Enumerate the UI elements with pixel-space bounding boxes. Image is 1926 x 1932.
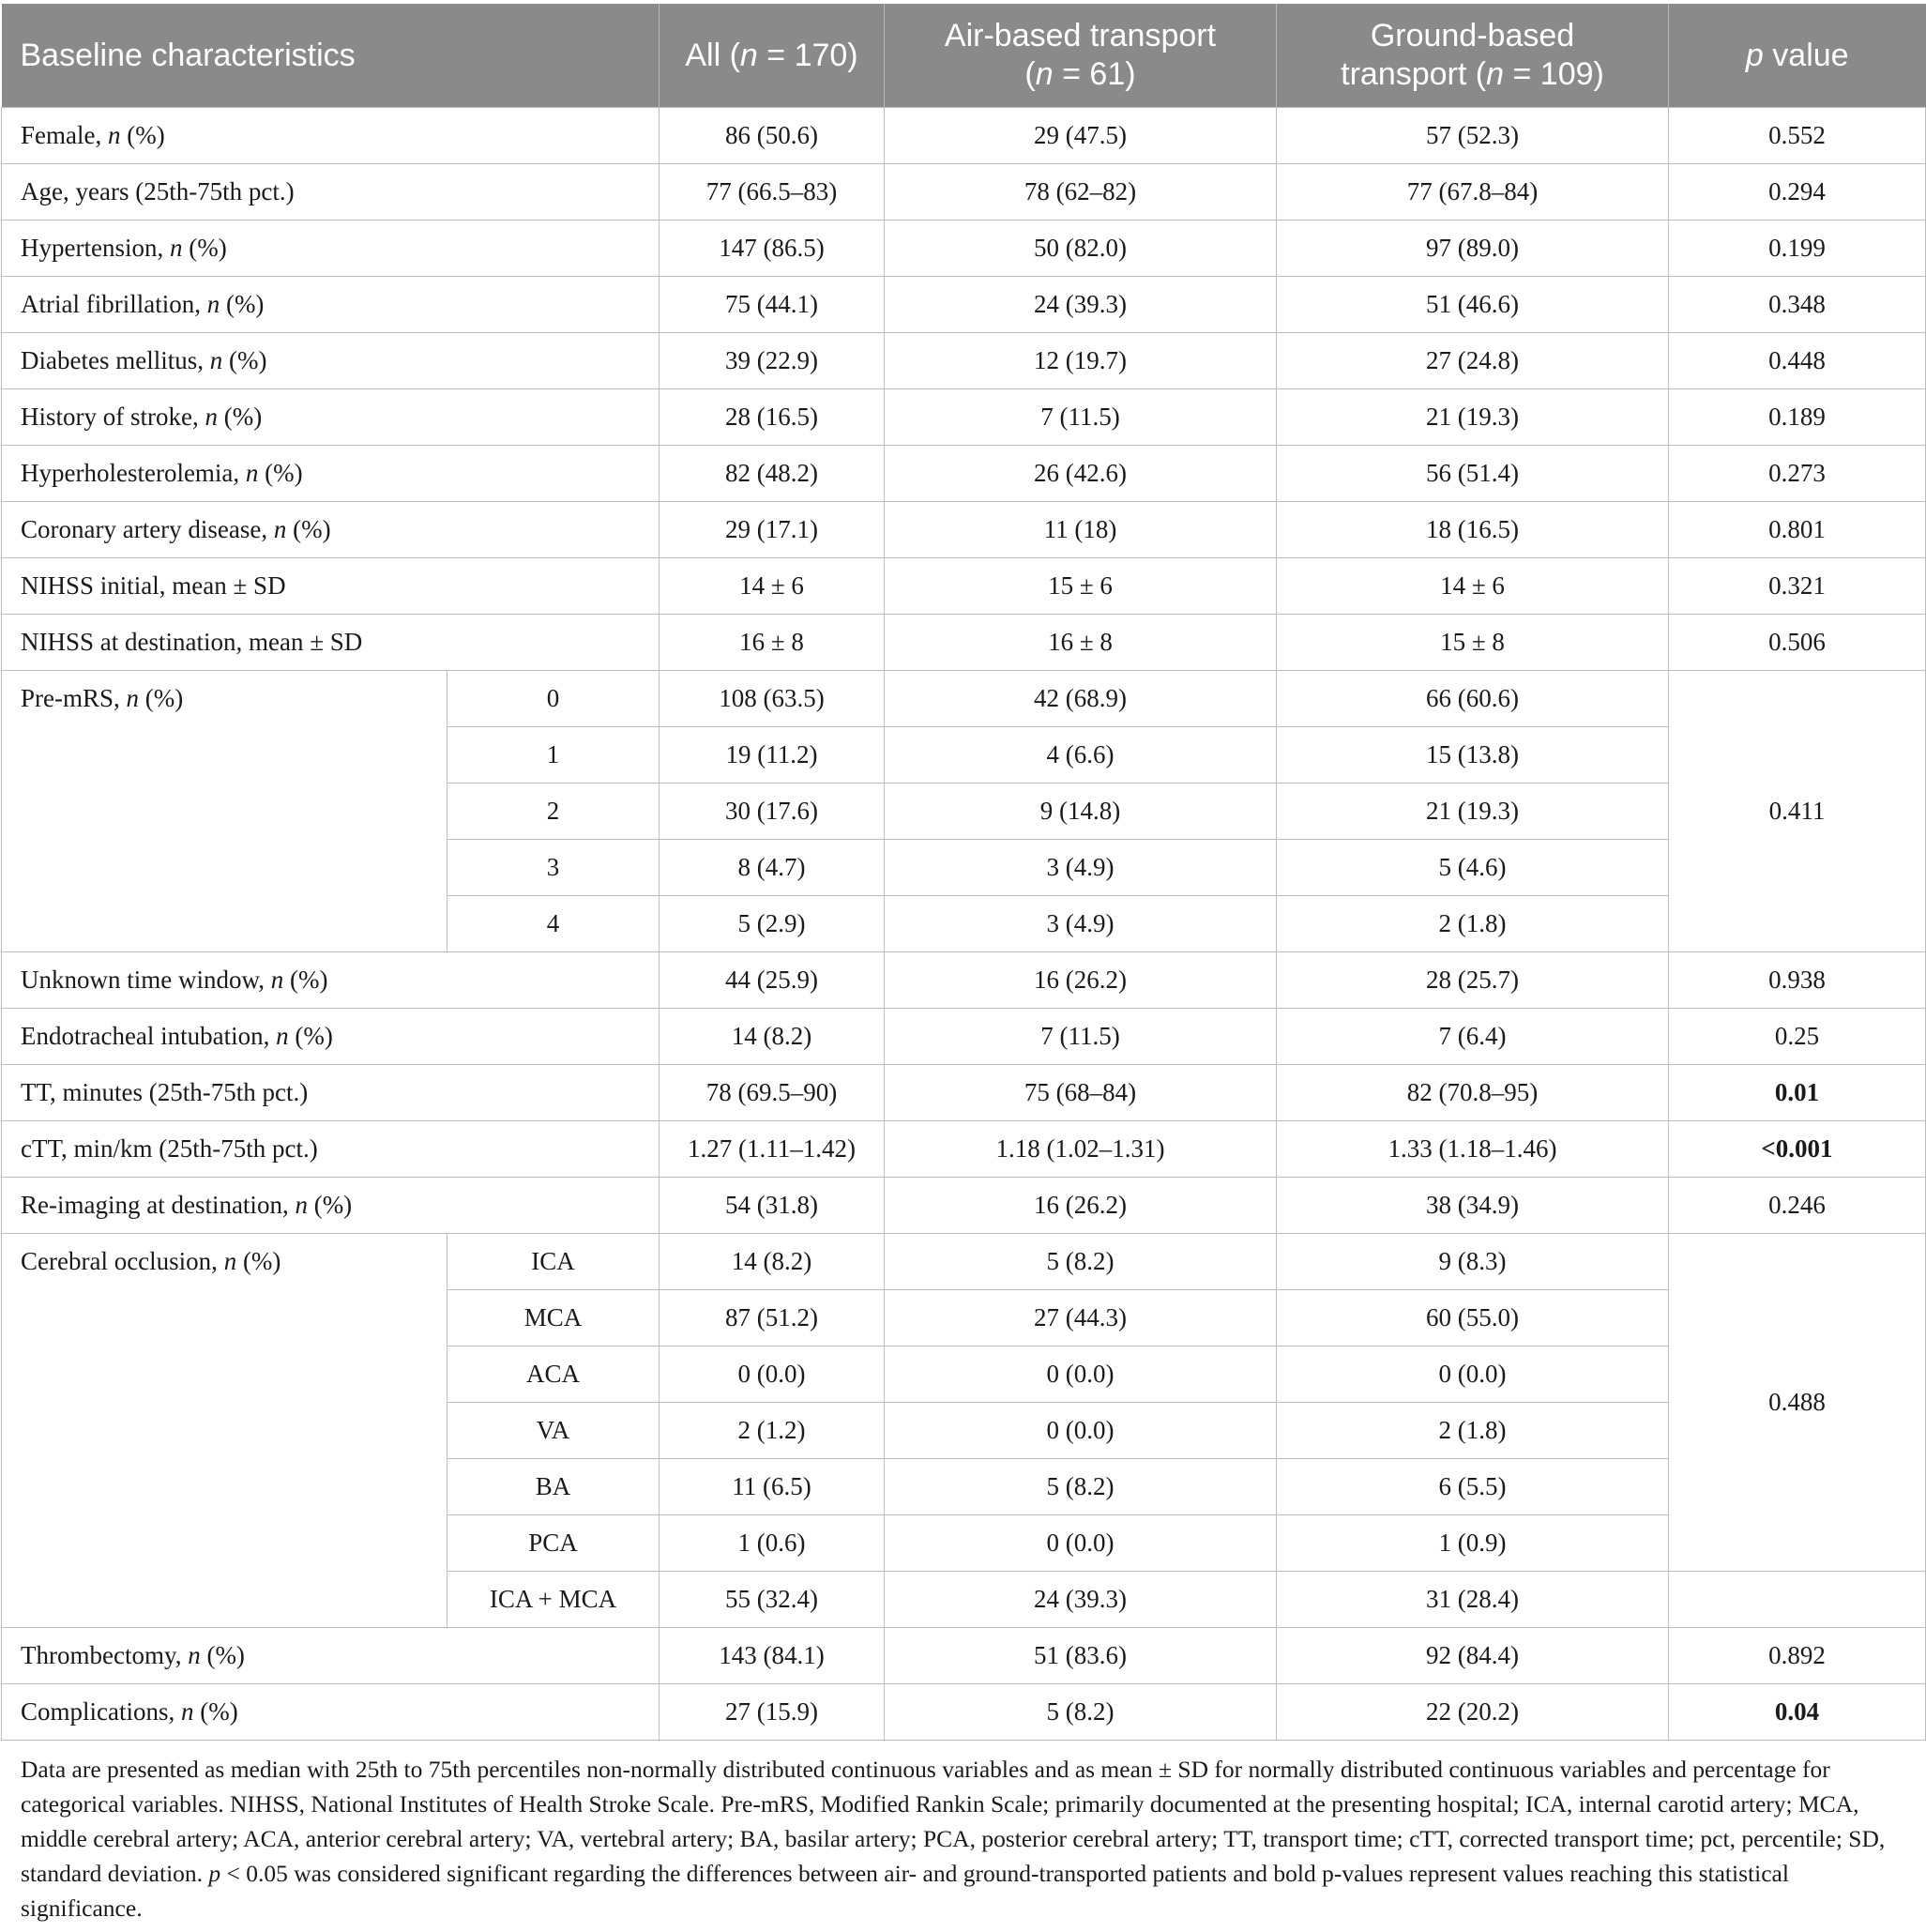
table-row xyxy=(2,108,1926,164)
header-air: Air-based transport (n = 61) xyxy=(885,4,1277,108)
cell-air: 15 ± 6 xyxy=(885,558,1277,615)
cell-all: 82 (48.2) xyxy=(660,446,885,502)
cell-ground: 1 (0.9) xyxy=(1277,1515,1669,1572)
row-label: Thrombectomy, n (%) xyxy=(2,1628,660,1684)
table-footnote: Data are presented as median with 25th to 75th percentiles non-normally distributed continuous variables and as mean ± SD for normally distributed continuous variables and percentage for categorical variables. NIHSS, National Institutes of Health Stroke Scale. Pre-mRS, Modified Rankin Scale; primarily documented at the presenting hospital; ICA, internal carotid artery; MCA, middle cerebral artery; ACA, anterior cerebral artery; VA, vertebral artery; BA, basilar artery; PCA, posterior cerebral artery; TT, transport time; cTT, corrected transport time; pct, percentile; SD, standard deviation. p < 0.05 was considered significant regarding the differences between air- and ground-transported patients and bold p-values represent values reaching this statistical significance. xyxy=(21,1756,1886,1922)
cell-ground: 31 (28.4) xyxy=(1277,1572,1669,1628)
cell-ground: 21 (19.3) xyxy=(1277,389,1669,446)
cell-ground: 77 (67.8–84) xyxy=(1277,164,1669,221)
cell-all: 1 (0.6) xyxy=(660,1515,885,1572)
cell-all: 39 (22.9) xyxy=(660,333,885,389)
cell-ground: 28 (25.7) xyxy=(1277,952,1669,1009)
cell-ground: 66 (60.6) xyxy=(1277,671,1669,727)
cell-all: 1.27 (1.11–1.42) xyxy=(660,1121,885,1178)
cell-air: 16 (26.2) xyxy=(885,1178,1277,1234)
row-label: NIHSS initial, mean ± SD xyxy=(2,558,660,615)
cell-ground: 5 (4.6) xyxy=(1277,840,1669,896)
row-label: cTT, min/km (25th-75th pct.) xyxy=(2,1121,660,1178)
table-header-row xyxy=(2,4,1926,108)
cell-p-value: 0.348 xyxy=(1669,277,1926,333)
cell-ground: 27 (24.8) xyxy=(1277,333,1669,389)
cell-all: 108 (63.5) xyxy=(660,671,885,727)
cell-all: 147 (86.5) xyxy=(660,221,885,277)
cell-all: 16 ± 8 xyxy=(660,615,885,671)
cell-ground: 22 (20.2) xyxy=(1277,1684,1669,1741)
cell-p-value: 0.01 xyxy=(1669,1065,1926,1121)
cell-air: 27 (44.3) xyxy=(885,1290,1277,1346)
cell-p-value: 0.199 xyxy=(1669,221,1926,277)
table-row xyxy=(2,1178,1926,1234)
cell-all: 29 (17.1) xyxy=(660,502,885,558)
cell-air: 3 (4.9) xyxy=(885,896,1277,952)
row-label: Hypertension, n (%) xyxy=(2,221,660,277)
row-label: NIHSS at destination, mean ± SD xyxy=(2,615,660,671)
table-row xyxy=(2,1628,1926,1684)
table-row xyxy=(2,164,1926,221)
row-label: Hyperholesterolemia, n (%) xyxy=(2,446,660,502)
cell-ground: 97 (89.0) xyxy=(1277,221,1669,277)
cell-ground: 18 (16.5) xyxy=(1277,502,1669,558)
cell-p-value: 0.488 xyxy=(1669,1234,1926,1572)
cell-all: 87 (51.2) xyxy=(660,1290,885,1346)
cell-ground: 14 ± 6 xyxy=(1277,558,1669,615)
cell-all: 11 (6.5) xyxy=(660,1459,885,1515)
cell-all: 54 (31.8) xyxy=(660,1178,885,1234)
cell-ground: 38 (34.9) xyxy=(1277,1178,1669,1234)
cell-all: 77 (66.5–83) xyxy=(660,164,885,221)
cell-air: 3 (4.9) xyxy=(885,840,1277,896)
cell-all: 14 (8.2) xyxy=(660,1009,885,1065)
cell-air: 42 (68.9) xyxy=(885,671,1277,727)
cell-ground: 9 (8.3) xyxy=(1277,1234,1669,1290)
row-label: Coronary artery disease, n (%) xyxy=(2,502,660,558)
cell-p-value: 0.25 xyxy=(1669,1009,1926,1065)
cell-air: 5 (8.2) xyxy=(885,1234,1277,1290)
cell-all: 27 (15.9) xyxy=(660,1684,885,1741)
sub-category: MCA xyxy=(447,1290,660,1346)
row-label: Age, years (25th-75th pct.) xyxy=(2,164,660,221)
cell-air: 11 (18) xyxy=(885,502,1277,558)
cell-all: 14 (8.2) xyxy=(660,1234,885,1290)
cell-air: 26 (42.6) xyxy=(885,446,1277,502)
cell-air: 0 (0.0) xyxy=(885,1403,1277,1459)
cell-air: 0 (0.0) xyxy=(885,1346,1277,1403)
cell-all: 55 (32.4) xyxy=(660,1572,885,1628)
sub-category: BA xyxy=(447,1459,660,1515)
cell-air: 1.18 (1.02–1.31) xyxy=(885,1121,1277,1178)
table-row xyxy=(2,1065,1926,1121)
cell-air: 7 (11.5) xyxy=(885,1009,1277,1065)
cell-air: 29 (47.5) xyxy=(885,108,1277,164)
cell-air: 4 (6.6) xyxy=(885,727,1277,783)
cell-all: 5 (2.9) xyxy=(660,896,885,952)
cell-p-value: 0.321 xyxy=(1669,558,1926,615)
cell-ground: 7 (6.4) xyxy=(1277,1009,1669,1065)
cell-air: 0 (0.0) xyxy=(885,1515,1277,1572)
cell-air: 12 (19.7) xyxy=(885,333,1277,389)
cell-ground: 6 (5.5) xyxy=(1277,1459,1669,1515)
table-row xyxy=(2,671,1926,727)
sub-category: 3 xyxy=(447,840,660,896)
row-label: TT, minutes (25th-75th pct.) xyxy=(2,1065,660,1121)
cell-ground: 2 (1.8) xyxy=(1277,1403,1669,1459)
sub-category: ICA xyxy=(447,1234,660,1290)
table-row xyxy=(2,333,1926,389)
table-row xyxy=(2,221,1926,277)
cell-all: 86 (50.6) xyxy=(660,108,885,164)
cell-air: 51 (83.6) xyxy=(885,1628,1277,1684)
header-all: All (n = 170) xyxy=(660,4,885,108)
sub-category: 2 xyxy=(447,783,660,840)
sub-category: VA xyxy=(447,1403,660,1459)
cell-all: 8 (4.7) xyxy=(660,840,885,896)
cell-ground: 15 (13.8) xyxy=(1277,727,1669,783)
table-row xyxy=(2,446,1926,502)
row-label: Endotracheal intubation, n (%) xyxy=(2,1009,660,1065)
cell-p-value: 0.448 xyxy=(1669,333,1926,389)
cell-ground: 21 (19.3) xyxy=(1277,783,1669,840)
row-label: Re-imaging at destination, n (%) xyxy=(2,1178,660,1234)
cell-all: 78 (69.5–90) xyxy=(660,1065,885,1121)
table-row xyxy=(2,389,1926,446)
cell-all: 14 ± 6 xyxy=(660,558,885,615)
cell-all: 44 (25.9) xyxy=(660,952,885,1009)
cell-ground: 56 (51.4) xyxy=(1277,446,1669,502)
cell-ground: 51 (46.6) xyxy=(1277,277,1669,333)
table-row xyxy=(2,952,1926,1009)
sub-category: ICA + MCA xyxy=(447,1572,660,1628)
table-row xyxy=(2,1234,1926,1290)
sub-category: 4 xyxy=(447,896,660,952)
cell-p-value: 0.892 xyxy=(1669,1628,1926,1684)
cell-air: 78 (62–82) xyxy=(885,164,1277,221)
cell-p-value: 0.189 xyxy=(1669,389,1926,446)
sub-category: PCA xyxy=(447,1515,660,1572)
cell-p-value: 0.273 xyxy=(1669,446,1926,502)
table-row xyxy=(2,1121,1926,1178)
cell-air: 5 (8.2) xyxy=(885,1459,1277,1515)
row-label: Diabetes mellitus, n (%) xyxy=(2,333,660,389)
table-row xyxy=(2,558,1926,615)
header-characteristic: Baseline characteristics xyxy=(2,4,660,108)
cell-p-value-empty xyxy=(1669,1572,1926,1628)
cell-all: 28 (16.5) xyxy=(660,389,885,446)
table-row xyxy=(2,1009,1926,1065)
cell-air: 50 (82.0) xyxy=(885,221,1277,277)
cell-air: 16 ± 8 xyxy=(885,615,1277,671)
cell-ground: 1.33 (1.18–1.46) xyxy=(1277,1121,1669,1178)
cell-ground: 92 (84.4) xyxy=(1277,1628,1669,1684)
cell-air: 7 (11.5) xyxy=(885,389,1277,446)
sub-category: 0 xyxy=(447,671,660,727)
cell-air: 9 (14.8) xyxy=(885,783,1277,840)
table-row xyxy=(2,1684,1926,1741)
header-ground: Ground-based transport (n = 109) xyxy=(1277,4,1669,108)
baseline-characteristics-table xyxy=(1,4,1926,1741)
cell-p-value: 0.294 xyxy=(1669,164,1926,221)
table-row xyxy=(2,502,1926,558)
cell-ground: 57 (52.3) xyxy=(1277,108,1669,164)
table-container xyxy=(0,4,1926,1925)
row-label: Complications, n (%) xyxy=(2,1684,660,1741)
cell-p-value: <0.001 xyxy=(1669,1121,1926,1178)
row-label: Female, n (%) xyxy=(2,108,660,164)
cell-all: 19 (11.2) xyxy=(660,727,885,783)
cell-air: 24 (39.3) xyxy=(885,277,1277,333)
cell-p-value: 0.801 xyxy=(1669,502,1926,558)
sub-category: 1 xyxy=(447,727,660,783)
cell-air: 24 (39.3) xyxy=(885,1572,1277,1628)
cell-p-value: 0.552 xyxy=(1669,108,1926,164)
row-label: Atrial fibrillation, n (%) xyxy=(2,277,660,333)
cell-air: 75 (68–84) xyxy=(885,1065,1277,1121)
table-row xyxy=(2,277,1926,333)
cell-p-value: 0.411 xyxy=(1669,671,1926,952)
cell-p-value: 0.506 xyxy=(1669,615,1926,671)
cell-ground: 15 ± 8 xyxy=(1277,615,1669,671)
table-body xyxy=(2,108,1926,1741)
row-label: Cerebral occlusion, n (%) xyxy=(2,1234,447,1628)
cell-ground: 2 (1.8) xyxy=(1277,896,1669,952)
cell-p-value: 0.04 xyxy=(1669,1684,1926,1741)
row-label: Unknown time window, n (%) xyxy=(2,952,660,1009)
cell-p-value: 0.246 xyxy=(1669,1178,1926,1234)
sub-category: ACA xyxy=(447,1346,660,1403)
cell-all: 75 (44.1) xyxy=(660,277,885,333)
cell-ground: 82 (70.8–95) xyxy=(1277,1065,1669,1121)
cell-all: 2 (1.2) xyxy=(660,1403,885,1459)
header-p-value: p value xyxy=(1669,4,1926,108)
cell-all: 143 (84.1) xyxy=(660,1628,885,1684)
cell-all: 0 (0.0) xyxy=(660,1346,885,1403)
cell-all: 30 (17.6) xyxy=(660,783,885,840)
row-label: Pre-mRS, n (%) xyxy=(2,671,447,952)
cell-ground: 0 (0.0) xyxy=(1277,1346,1669,1403)
cell-air: 5 (8.2) xyxy=(885,1684,1277,1741)
cell-ground: 60 (55.0) xyxy=(1277,1290,1669,1346)
cell-air: 16 (26.2) xyxy=(885,952,1277,1009)
cell-p-value: 0.938 xyxy=(1669,952,1926,1009)
row-label: History of stroke, n (%) xyxy=(2,389,660,446)
table-row xyxy=(2,615,1926,671)
